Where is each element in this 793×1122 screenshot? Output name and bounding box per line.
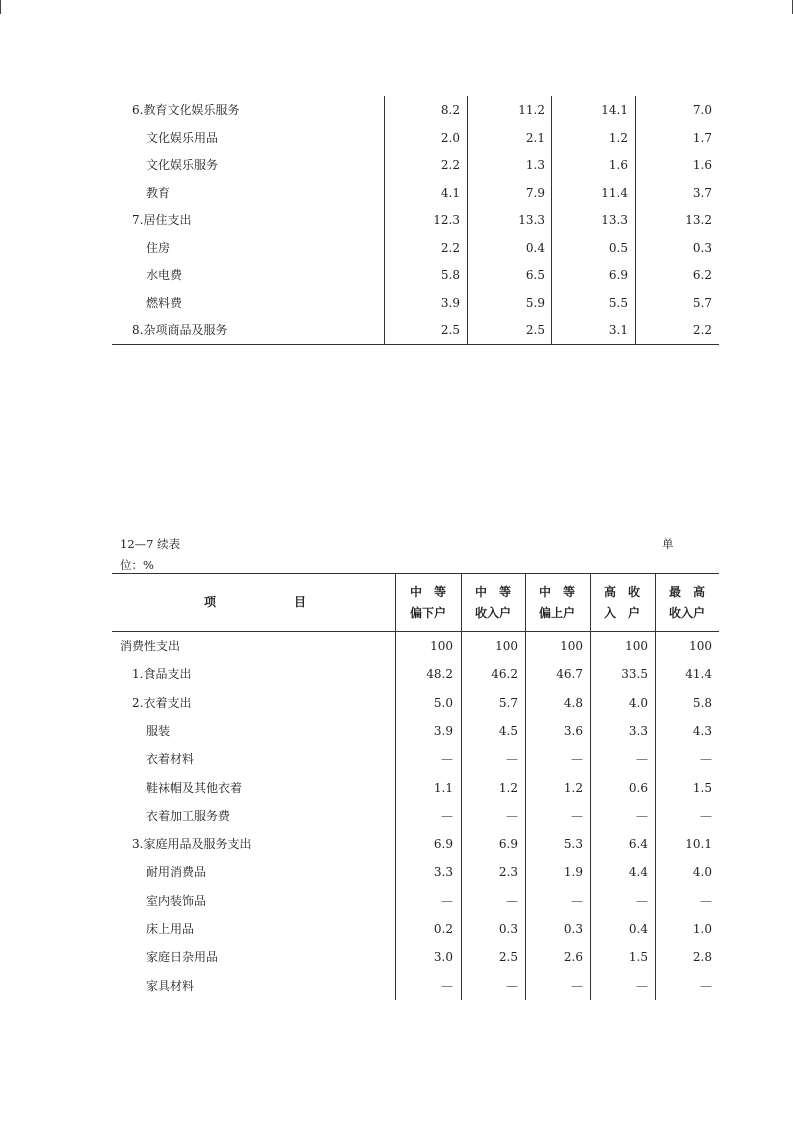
- row-label: 教育: [146, 185, 171, 200]
- cell-value: 2.8: [692, 950, 712, 965]
- cell-value: 0.4: [628, 922, 648, 936]
- cell-value: 5.7: [498, 695, 518, 710]
- cell-value: 0.2: [433, 922, 453, 936]
- cell-value: 4.0: [628, 695, 648, 710]
- row-label: 服装: [146, 723, 171, 738]
- cell-value: 4.5: [498, 723, 518, 738]
- row-label: 耐用消费品: [146, 865, 207, 880]
- column-header-line2: 偏上户: [538, 606, 575, 620]
- table-bottom-rule: [112, 344, 719, 345]
- cell-value: 100: [689, 639, 712, 653]
- cell-value: 3.3: [433, 865, 453, 880]
- column-header-line1: 中 等: [409, 585, 446, 599]
- row-label: 文化娱乐用品: [146, 130, 219, 145]
- cell-value: —: [636, 978, 648, 993]
- cell-value: 6.4: [628, 837, 648, 852]
- header-item-label: 目: [293, 595, 306, 609]
- row-label: 床上用品: [146, 922, 195, 936]
- cell-value: 2.2: [692, 323, 712, 337]
- cell-value: 5.5: [608, 295, 628, 310]
- cell-value: 2.2: [440, 240, 460, 255]
- cell-value: 4.8: [563, 695, 583, 710]
- cell-value: —: [441, 978, 453, 993]
- column-header-line2: 偏下户: [409, 606, 446, 620]
- cell-value: —: [700, 808, 712, 823]
- column-divider: [467, 96, 468, 344]
- column-divider: [395, 573, 396, 1000]
- cell-value: 2.0: [440, 130, 460, 145]
- cell-value: 100: [495, 639, 518, 653]
- column-header-line2: 收入户: [668, 606, 705, 620]
- cell-value: 2.6: [563, 950, 583, 965]
- cell-value: —: [441, 752, 453, 767]
- unit-label-suffix: 位：%: [120, 558, 154, 572]
- cell-value: 7.9: [525, 185, 545, 200]
- cell-value: 100: [625, 639, 648, 653]
- column-header-line1: 最 高: [668, 585, 705, 599]
- cell-value: 46.2: [491, 667, 518, 682]
- cell-value: 4.4: [628, 865, 648, 880]
- cell-value: 1.2: [498, 780, 518, 795]
- column-header-line2: 入 户: [603, 606, 640, 620]
- cell-value: 1.5: [628, 950, 648, 965]
- cell-value: 1.5: [692, 780, 712, 795]
- unit-label-prefix: 单: [662, 537, 674, 551]
- cell-value: 14.1: [601, 103, 628, 117]
- cell-value: 4.1: [440, 185, 460, 200]
- cell-value: 11.4: [601, 185, 628, 200]
- column-header-line1: 高 收: [603, 585, 640, 599]
- cell-value: 0.3: [692, 240, 712, 255]
- cell-value: 4.0: [692, 865, 712, 880]
- cell-value: 0.5: [608, 240, 628, 255]
- cell-value: 5.7: [692, 295, 712, 310]
- cell-value: 5.9: [525, 295, 545, 310]
- cell-value: 33.5: [621, 667, 648, 682]
- row-label: 文化娱乐服务: [146, 158, 219, 172]
- cell-value: —: [441, 808, 453, 823]
- cell-value: 2.5: [498, 950, 518, 965]
- cell-value: 5.8: [440, 268, 460, 282]
- cell-value: —: [441, 893, 453, 908]
- cell-value: 5.8: [692, 695, 712, 710]
- cell-value: 3.9: [433, 723, 453, 738]
- cell-value: 2.5: [440, 323, 460, 337]
- cell-value: 13.3: [601, 213, 628, 227]
- cell-value: 6.9: [433, 837, 453, 852]
- cell-value: 3.0: [433, 950, 453, 965]
- cell-value: —: [571, 978, 583, 993]
- row-label: 8.杂项商品及服务: [132, 323, 228, 337]
- cell-value: 12.3: [433, 213, 460, 227]
- cell-value: 1.6: [692, 158, 712, 172]
- row-label: 2.衣着支出: [132, 695, 192, 710]
- cell-value: —: [700, 978, 712, 993]
- cell-value: —: [506, 978, 518, 993]
- cell-value: 46.7: [556, 667, 583, 682]
- cell-value: 2.5: [525, 323, 545, 337]
- row-label: 3.家庭用品及服务支出: [132, 837, 252, 852]
- cell-value: 7.0: [692, 103, 712, 117]
- header-item-label: 项: [203, 595, 216, 609]
- cell-value: 6.2: [692, 268, 712, 282]
- row-label: 住房: [146, 240, 171, 255]
- row-label: 水电费: [146, 268, 183, 282]
- cell-value: 3.9: [440, 295, 460, 310]
- cell-value: —: [700, 752, 712, 767]
- row-label: 家庭日杂用品: [146, 950, 219, 965]
- row-label: 消费性支出: [120, 639, 181, 653]
- column-divider: [551, 96, 552, 344]
- cell-value: —: [636, 893, 648, 908]
- cell-value: —: [636, 808, 648, 823]
- cell-value: 1.7: [692, 130, 712, 145]
- row-label: 燃料费: [146, 295, 183, 310]
- cell-value: —: [571, 893, 583, 908]
- cell-value: 5.3: [563, 837, 583, 852]
- column-header-line1: 中 等: [538, 585, 575, 599]
- cell-value: 3.3: [628, 723, 648, 738]
- row-label: 6.教育文化娱乐服务: [132, 103, 240, 117]
- cell-value: 2.3: [498, 865, 518, 880]
- cell-value: 1.6: [608, 158, 628, 172]
- column-divider: [525, 573, 526, 1000]
- cell-value: 13.3: [518, 213, 545, 227]
- cell-value: 3.6: [563, 723, 583, 738]
- cell-value: 1.2: [608, 130, 628, 145]
- table-caption: 12—7 续表: [120, 537, 181, 551]
- row-label: 鞋袜帽及其他衣着: [146, 780, 243, 795]
- column-divider: [384, 96, 385, 344]
- cell-value: 6.9: [498, 837, 518, 852]
- cell-value: 1.3: [525, 158, 545, 172]
- cell-value: —: [571, 752, 583, 767]
- cell-value: 100: [560, 639, 583, 653]
- cell-value: 1.2: [563, 780, 583, 795]
- page-corner-line-left: [0, 0, 1, 14]
- cell-value: 1.0: [692, 922, 712, 936]
- column-divider: [590, 573, 591, 1000]
- cell-value: —: [636, 752, 648, 767]
- cell-value: —: [506, 808, 518, 823]
- row-label: 室内装饰品: [146, 893, 207, 908]
- cell-value: 1.9: [563, 865, 583, 880]
- cell-value: 5.0: [433, 695, 453, 710]
- row-label: 7.居住支出: [132, 213, 192, 227]
- row-label: 衣着加工服务费: [146, 808, 231, 823]
- column-divider: [635, 96, 636, 344]
- row-label: 衣着材料: [146, 752, 195, 767]
- cell-value: 0.3: [498, 922, 518, 936]
- cell-value: 6.5: [525, 268, 545, 282]
- cell-value: 13.2: [685, 213, 712, 227]
- cell-value: 41.4: [685, 667, 712, 682]
- row-label: 1.食品支出: [132, 667, 192, 682]
- cell-value: 0.6: [628, 780, 648, 795]
- column-header-line1: 中 等: [474, 585, 511, 599]
- cell-value: 2.1: [525, 130, 545, 145]
- table-top-rule: [112, 573, 719, 574]
- cell-value: 6.9: [608, 268, 628, 282]
- cell-value: —: [700, 893, 712, 908]
- cell-value: 1.1: [433, 780, 453, 795]
- row-label: 家具材料: [146, 978, 195, 993]
- cell-value: 0.4: [525, 240, 545, 255]
- cell-value: —: [571, 808, 583, 823]
- cell-value: 10.1: [685, 837, 712, 852]
- cell-value: 0.3: [563, 922, 583, 936]
- cell-value: 11.2: [518, 103, 545, 117]
- cell-value: 8.2: [440, 103, 460, 117]
- cell-value: 3.7: [692, 185, 712, 200]
- cell-value: 48.2: [426, 667, 453, 682]
- cell-value: 4.3: [692, 723, 712, 738]
- column-header-line2: 收入户: [474, 606, 511, 620]
- cell-value: 3.1: [608, 323, 628, 337]
- header-bottom-rule: [112, 631, 719, 632]
- cell-value: —: [506, 893, 518, 908]
- cell-value: 2.2: [440, 158, 460, 172]
- cell-value: 100: [430, 639, 453, 653]
- cell-value: —: [506, 752, 518, 767]
